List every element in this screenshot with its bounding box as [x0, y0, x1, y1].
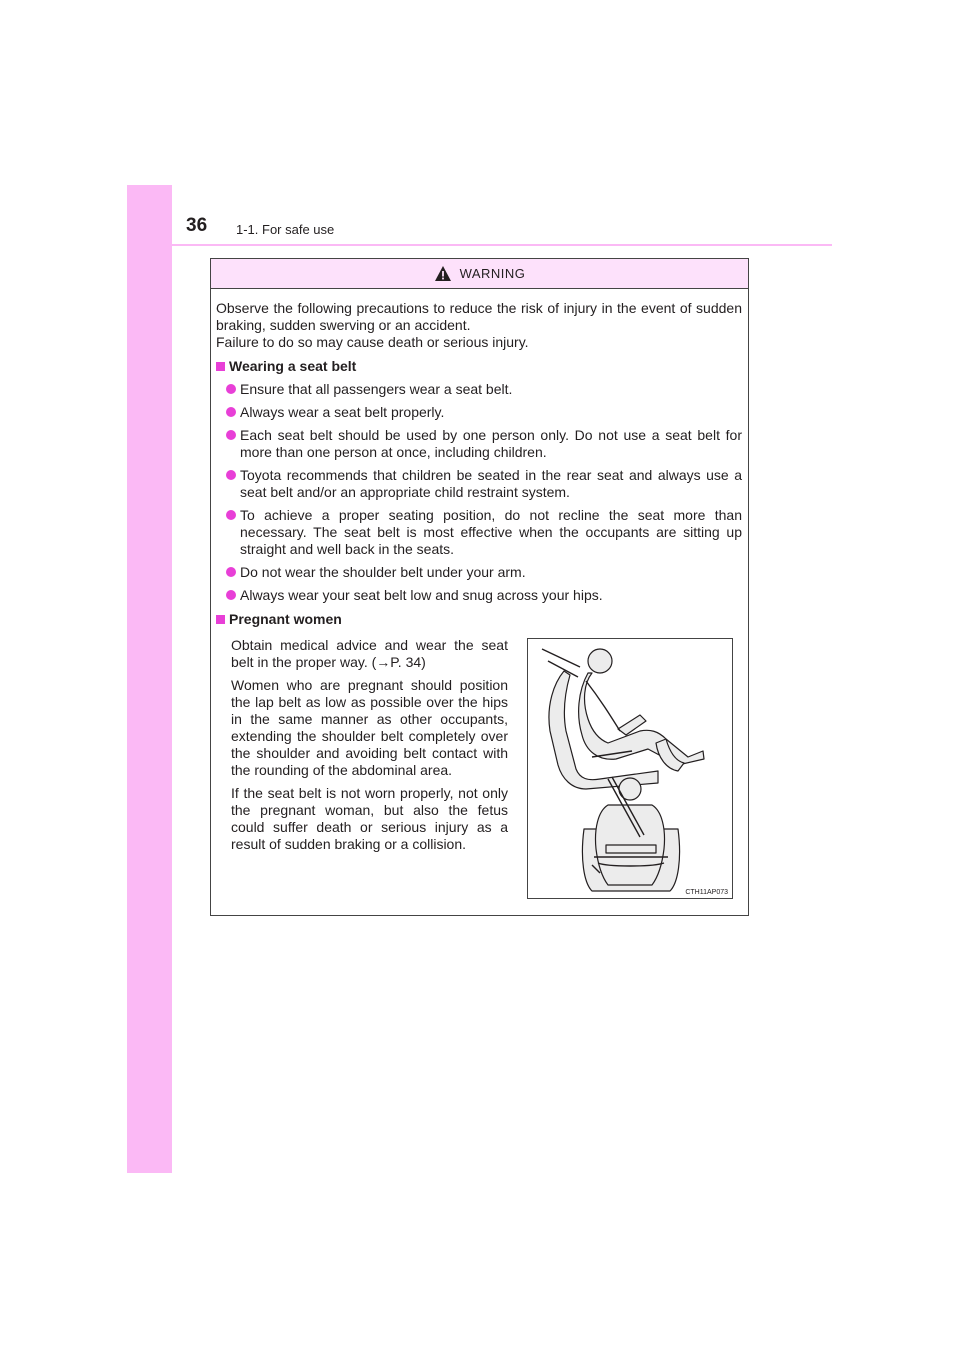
list-item: Ensure that all passengers wear a seat belt.: [216, 381, 742, 398]
subheading-seat-belt-label: Wearing a seat belt: [229, 358, 357, 374]
warning-triangle-icon: [434, 265, 452, 282]
pregnant-paragraph: Women who are pregnant should position the lap belt as low as possible over the hips in the same manner as other occupants, extending the shoulder belt completely over the shoulder and avoiding belt contact with the rounding of the abdominal area.: [231, 677, 508, 778]
page-number: 36: [186, 215, 208, 236]
list-item: Each seat belt should be used by one person only. Do not use a seat belt for more than one person at once, including children.: [216, 427, 742, 461]
intro-line-2: Failure to do so may cause death or serious injury.: [216, 334, 529, 350]
list-item: Do not wear the shoulder belt under your arm.: [216, 564, 742, 581]
subheading-pregnant: [216, 611, 742, 628]
list-item: Always wear a seat belt properly.: [216, 404, 742, 421]
bullet-dot-icon: [226, 510, 236, 520]
seat-belt-illustration: [527, 638, 733, 899]
subheading-pregnant-label: Pregnant women: [229, 611, 342, 627]
warning-body: [216, 300, 742, 628]
bullet-dot-icon: [226, 470, 236, 480]
pregnant-seat-belt-drawing: [528, 639, 732, 898]
list-item: Always wear your seat belt low and snug across your hips.: [216, 587, 742, 604]
list-item: To achieve a proper seating position, do not recline the seat more than necessary. The seat belt is most effective when the occupants are sitting up straight and well back in the seats.: [216, 507, 742, 558]
bullet-dot-icon: [226, 567, 236, 577]
pregnant-paragraph: Obtain medical advice and wear the seat belt in the proper way. (→P. 34): [231, 637, 508, 670]
pregnant-text: [231, 637, 508, 859]
side-tab: [127, 185, 172, 1173]
pregnant-paragraph: If the seat belt is not worn properly, not only the pregnant woman, but also the fetus could suffer death or serious injury as a result of sudden braking or a collision.: [231, 785, 508, 852]
square-bullet-icon: [216, 362, 225, 371]
warning-title: WARNING: [459, 266, 526, 281]
illustration-code: CTH11AP073: [685, 889, 728, 896]
bullet-dot-icon: [226, 430, 236, 440]
bullet-dot-icon: [226, 590, 236, 600]
list-item: Toyota recommends that children be seated in the rear seat and always use a seat belt and/or an appropriate child restraint system.: [216, 467, 742, 501]
warning-header: [211, 259, 748, 289]
section-title: 1-1. For safe use: [236, 222, 335, 237]
intro-line-1: Observe the following precautions to reduce the risk of injury in the event of sudden braking, sudden swerving or an accident.: [216, 300, 742, 333]
seat-belt-list: [216, 381, 742, 604]
warning-box: [210, 258, 749, 916]
header-rule: [172, 244, 832, 246]
warning-intro: [216, 300, 742, 351]
bullet-dot-icon: [226, 407, 236, 417]
bullet-dot-icon: [226, 384, 236, 394]
subheading-seat-belt: [216, 358, 742, 375]
square-bullet-icon: [216, 615, 225, 624]
